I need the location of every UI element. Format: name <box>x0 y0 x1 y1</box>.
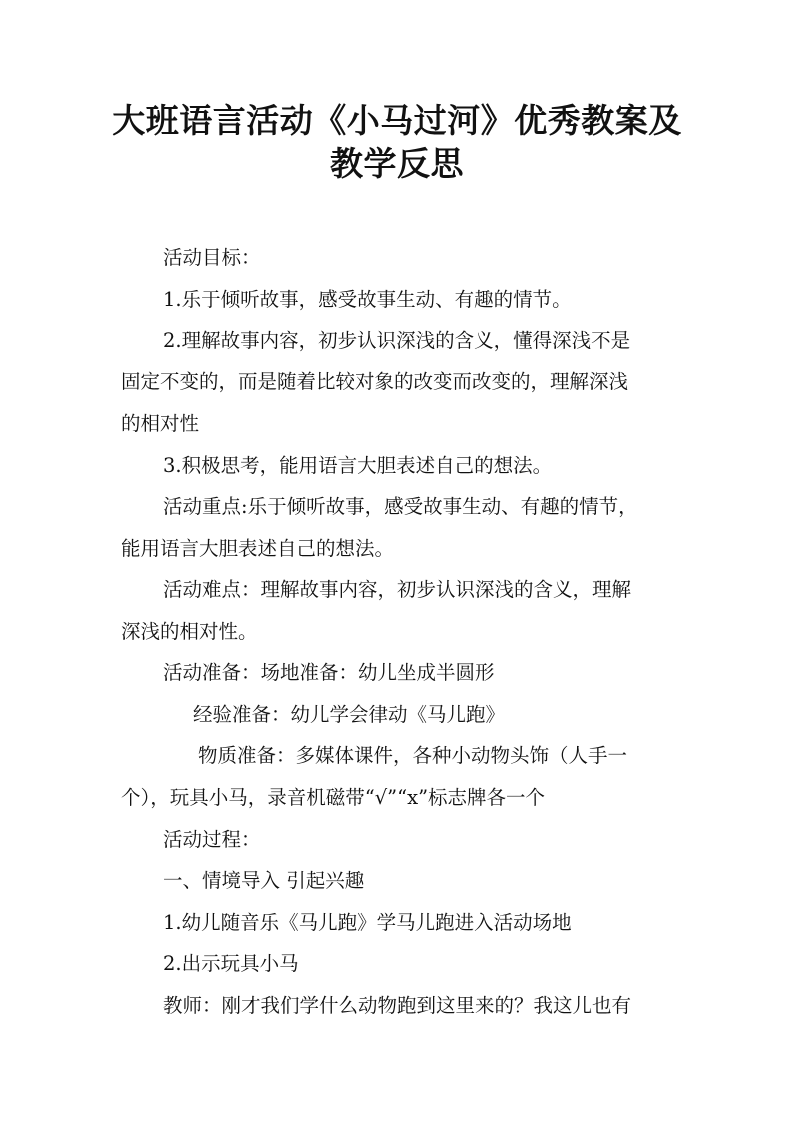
paragraph-key-points-cont: 能用语言大胆表述自己的想法。 <box>121 537 395 560</box>
paragraph-material-prep: 物质准备：多媒体课件，各种小动物头饰（人手一 <box>198 744 628 767</box>
paragraph-teacher-speech: 教师：刚才我们学什么动物跑到这里来的？我这儿也有 <box>163 994 632 1017</box>
paragraph-goals-heading: 活动目标： <box>163 246 261 269</box>
paragraph-goal-1: 1.乐于倾听故事，感受故事生动、有趣的情节。 <box>163 288 572 311</box>
paragraph-key-points: 活动重点:乐于倾听故事，感受故事生动、有趣的情节， <box>163 495 638 518</box>
paragraph-section-1: 一、情境导入 引起兴趣 <box>163 869 365 892</box>
paragraph-difficulties-cont: 深浅的相对性。 <box>121 620 258 643</box>
paragraph-goal-2-cont-2: 的相对性 <box>121 412 200 435</box>
paragraph-step-2: 2.出示玩具小马 <box>163 952 299 975</box>
document-title-line-2: 教学反思 <box>330 144 464 183</box>
paragraph-step-1: 1.幼儿随音乐《马儿跑》学马儿跑进入活动场地 <box>163 911 572 934</box>
paragraph-process-heading: 活动过程： <box>163 828 261 851</box>
document-title-line-1: 大班语言活动《小马过河》优秀教案及 <box>112 101 682 140</box>
paragraph-experience-prep: 经验准备：幼儿学会律动《马儿跑》 <box>193 703 506 726</box>
paragraph-material-prep-cont: 个），玩具小马，录音机磁带“√”“x”标志牌各一个 <box>121 786 546 809</box>
paragraph-goal-3: 3.积极思考，能用语言大胆表述自己的想法。 <box>163 454 553 477</box>
paragraph-goal-2-cont-1: 固定不变的，而是随着比较对象的改变而改变的，理解深浅 <box>121 370 629 393</box>
paragraph-goal-2: 2.理解故事内容，初步认识深浅的含义，懂得深浅不是 <box>163 329 631 352</box>
paragraph-difficulties: 活动难点：理解故事内容，初步认识深浅的含义，理解 <box>163 578 632 601</box>
paragraph-preparation: 活动准备：场地准备：幼儿坐成半圆形 <box>163 661 495 684</box>
